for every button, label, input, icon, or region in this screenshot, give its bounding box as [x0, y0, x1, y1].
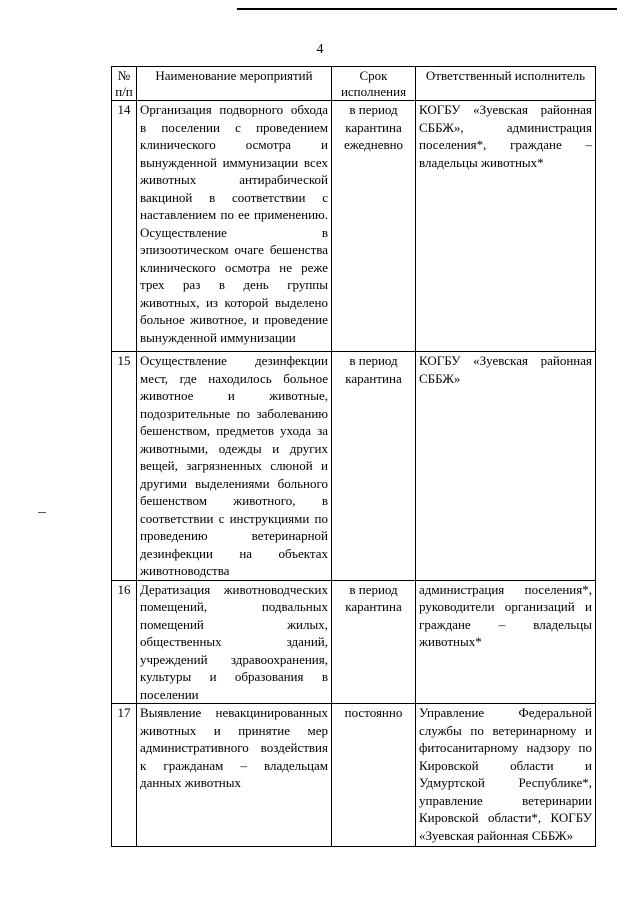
row-term: постоянно [332, 704, 416, 847]
header-responsible: Ответственный исполнитель [416, 67, 596, 101]
row-term: в период карантина [332, 580, 416, 704]
table-row [112, 101, 596, 352]
row-num: 15 [112, 352, 137, 581]
row-term: в период карантина ежедневно [332, 101, 416, 352]
table-header-row [112, 67, 596, 101]
row-name: Осуществление дезинфекции мест, где находилось больное животное и животные, подозрительные по заболеванию бешенством, предметов ухода за животными, одежды и других вещей, загрязненных слюной и другими выделениями больного бешенством животного, в соответствии с инструкциями по проведению ветеринарной дезинфекции на объектах животноводства [137, 352, 332, 581]
table-row [112, 352, 596, 581]
header-rule [237, 8, 617, 10]
header-name: Наименование мероприятий [137, 67, 332, 101]
row-responsible: КОГБУ «Зуевская районная СББЖ», администрация поселения*, граждане – владельцы животных* [416, 101, 596, 352]
measures-table [111, 66, 596, 847]
page-number: 4 [316, 42, 324, 57]
row-name: Организация подворного обхода в поселении с проведением клинического осмотра и вынужденной иммунизации всех животных антирабической вакциной в соответствии с наставлением по ее применению. Осуществление в эпизоотическом очаге бешенства клинического осмотра не реже трех раз в день группы животных, из которой выделено больное животное, и проведение вынужденной иммунизации [137, 101, 332, 352]
row-num: 16 [112, 580, 137, 704]
row-term: в период карантина [332, 352, 416, 581]
row-responsible: Управление Федеральной службы по ветеринарному и фитосанитарному надзору по Кировской области и Удмуртской Республике*, управление ветеринарии Кировской области*, КОГБУ «Зуевская районная СББЖ» [416, 704, 596, 847]
row-responsible: КОГБУ «Зуевская районная СББЖ» [416, 352, 596, 581]
row-num: 14 [112, 101, 137, 352]
table-row [112, 704, 596, 847]
header-num: № п/п [112, 67, 137, 101]
table-row [112, 580, 596, 704]
row-num: 17 [112, 704, 137, 847]
margin-mark [38, 512, 46, 513]
row-responsible: администрация поселения*, руководители организаций и граждане – владельцы животных* [416, 580, 596, 704]
header-term: Срок исполнения [332, 67, 416, 101]
row-name: Дератизация животноводческих помещений, подвальных помещений жилых, общественных зданий, учреждений здравоохранения, культуры и образования в поселении [137, 580, 332, 704]
row-name: Выявление невакцинированных животных и принятие мер административного воздействия к гражданам – владельцам данных животных [137, 704, 332, 847]
